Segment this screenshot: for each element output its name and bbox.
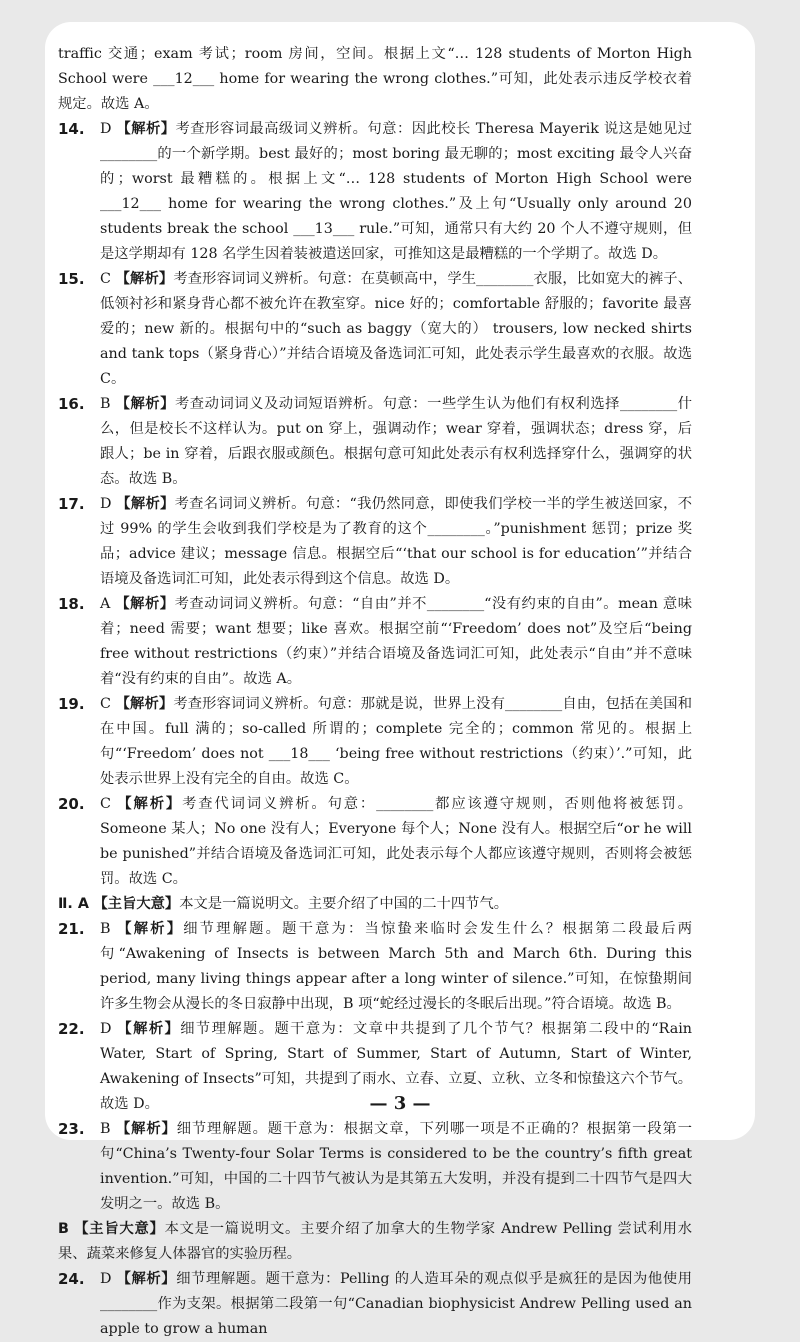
entry-text: 考查名词词义辨析。句意：“我仍然同意，即使我们学校一半的学生被送回家，不过 99% 的学生会收到我们学校是为了教育的这个________。”punishment 惩罚；prize 奖品；advice 建议；message 信息。根据空后“‘that our school is for education’”并结合语境及备选词汇可知，此处表示得到这个信息。故选 D。	[100, 496, 692, 587]
answer-letter: D	[100, 1271, 112, 1287]
answer-letter: D	[100, 121, 112, 137]
section-ii-a-summary	[58, 892, 692, 917]
question-number: 16.	[58, 395, 85, 413]
entry-text: 考查动词词义及动词短语辨析。句意：一些学生认为他们有权利选择________什么，但是校长不这样认为。put on 穿上，强调动作；wear 穿着，强调状态；dress 穿，后跟人；be in 穿着，后跟衣服或颜色。根据句意可知此处表示有权利选择穿什么，强调穿的状态。故选 B。	[100, 396, 693, 487]
entry-text: 考查形容词最高级词义辨析。句意：因此校长 Theresa Mayerik 说这是她见过________的一个新学期。best 最好的；most boring 最无聊的；most exciting 最令人兴奋的；worst 最糟糕的。根据上文“… 128 students of Morton High School were ___12___ home for wearing the wrong clothes.”及上句“Usually only around 20 students break the school ___13___ rule.”可知，通常只有大约 20 个人不遵守规则，但是这学期却有 128 名学生因着装被遣送回家，可推知这是最糟糕的一个学期了。故选 D。	[100, 121, 693, 262]
entry-14	[58, 117, 692, 267]
question-number: 17.	[58, 495, 85, 513]
answer-letter: D	[100, 1021, 112, 1037]
summary-label: 【主旨大意】	[93, 896, 180, 912]
entry-17	[58, 492, 692, 592]
entry-text: 细节理解题。题干意为：文章中共提到了几个节气？根据第二段中的“Rain Water, Start of Spring, Start of Summer, Start of Autumn, Start of Winter, Awakening of Insects”可知，共提到了雨水、立春、立夏、立秋、立冬和惊蛰这六个节气。故选 D。	[100, 1021, 693, 1112]
entry-18	[58, 592, 692, 692]
question-number: 18.	[58, 595, 85, 613]
entry-text: 细节理解题。题干意为：当惊蛰来临时会发生什么？根据第二段最后两句“Awakening of Insects is between March 5th and March 6th. During this period, many living things appear after a long winter of silence.”可知，在惊蛰期间许多生物会从漫长的冬日寂静中出现，B 项“蛇经过漫长的冬眠后出现。”符合语境。故选 B。	[100, 921, 692, 1012]
analysis-label: 【解析】	[115, 596, 175, 612]
analysis-label: 【解析】	[115, 396, 175, 412]
entry-24	[58, 1267, 692, 1342]
answer-explanations	[58, 42, 692, 1342]
analysis-label: 【解析】	[116, 496, 175, 512]
answer-letter: C	[100, 271, 111, 287]
analysis-label: 【解析】	[116, 1271, 177, 1287]
entry-text: 本文是一篇说明文。主要介绍了加拿大的生物学家 Andrew Pelling 尝试利用水果、蔬菜来修复人体器官的实验历程。	[58, 1221, 692, 1262]
question-number: 23.	[58, 1120, 85, 1138]
question-number: 20.	[58, 795, 85, 813]
answer-letter: B	[100, 1121, 111, 1137]
entry-text: 细节理解题。题干意为：根据文章，下列哪一项是不正确的？根据第一段第一句“China’s Twenty-four Solar Terms is considered to be the country’s fifth great invention.”可知，中国的二十四节气被认为是其第五大发明，并没有提到二十四节气是四大发明之一。故选 B。	[100, 1121, 693, 1212]
analysis-label: 【解析】	[116, 121, 176, 137]
answer-letter: A	[100, 596, 111, 612]
entry-23	[58, 1117, 692, 1217]
page-number: — 3 —	[369, 1093, 431, 1114]
answer-letter: B	[100, 396, 111, 412]
entry-text: 考查代词词义辨析。句意：________都应该遵守规则，否则他将被惩罚。Someone 某人；No one 没有人；Everyone 每个人；None 没有人。根据空后“or he will be punished”并结合语境及备选词汇可知，此处表示每个人都应该遵守规则，否则将会被惩罚。故选 C。	[100, 796, 693, 887]
analysis-label: 【解析】	[115, 271, 174, 287]
entry-text: 本文是一篇说明文。主要介绍了中国的二十四节气。	[179, 896, 509, 912]
question-number: 24.	[58, 1270, 85, 1288]
answer-letter: B	[100, 921, 111, 937]
answer-letter: C	[100, 796, 111, 812]
entry-text: 考查形容词词义辨析。句意：在莫顿高中，学生________衣服，比如宽大的裤子、低领衬衫和紧身背心都不被允许在教室穿。nice 好的；comfortable 舒服的；favorite 最喜爱的；new 新的。根据句中的“such as baggy（宽大的） trousers, low necked shirts and tank tops（紧身背心）”并结合语境及备选词汇可知，此处表示学生最喜欢的衣服。故选 C。	[100, 271, 692, 387]
section-b-summary	[58, 1217, 692, 1267]
entry-16	[58, 392, 692, 492]
entry-20	[58, 792, 692, 892]
entry-15	[58, 267, 692, 392]
entry-21	[58, 917, 692, 1017]
section-marker: Ⅱ. A	[58, 896, 89, 912]
question-number: 22.	[58, 1020, 85, 1038]
summary-label: 【主旨大意】	[74, 1221, 165, 1237]
entry-text: traffic 交通；exam 考试；room 房间，空间。根据上文“… 128 students of Morton High School were ___12___ home for wearing the wrong clothes.”可知，此处表示违反学校衣着规定。故选 A。	[58, 46, 692, 112]
entry-text: 考查动词词义辨析。句意：“自由”并不________“没有约束的自由”。mean 意味着；need 需要；want 想要；like 喜欢。根据空前“‘Freedom’ does not”及空后“being free without restrictions（约束）”并结合语境及备选词汇可知，此处表示“自由”并不意味着“没有约束的自由”。故选 A。	[100, 596, 692, 687]
question-number: 14.	[58, 120, 85, 138]
analysis-label: 【解析】	[117, 796, 183, 812]
analysis-label: 【解析】	[117, 921, 184, 937]
question-number: 15.	[58, 270, 85, 288]
section-marker: B	[58, 1221, 69, 1237]
entry-text: 考查形容词词义辨析。句意：那就是说，世界上没有________自由，包括在美国和在中国。full 满的；so-called 所谓的；complete 完全的；common 常见的。根据上句“‘Freedom’ does not ___18___ ‘being free without restrictions（约束）’.”可知，此处表示世界上没有完全的自由。故选 C。	[100, 696, 692, 787]
analysis-label: 【解析】	[117, 1021, 181, 1037]
answer-letter: D	[100, 496, 112, 512]
entry-13-continued	[58, 42, 692, 117]
analysis-label: 【解析】	[115, 1121, 177, 1137]
answer-letter: C	[100, 696, 111, 712]
question-number: 19.	[58, 695, 85, 713]
entry-text: 细节理解题。题干意为：Pelling 的人造耳朵的观点似乎是疯狂的是因为他使用________作为支架。根据第二段第一句“Canadian biophysicist Andrew Pelling used an apple to grow a human	[100, 1271, 693, 1337]
entry-19	[58, 692, 692, 792]
question-number: 21.	[58, 920, 85, 938]
analysis-label: 【解析】	[115, 696, 174, 712]
